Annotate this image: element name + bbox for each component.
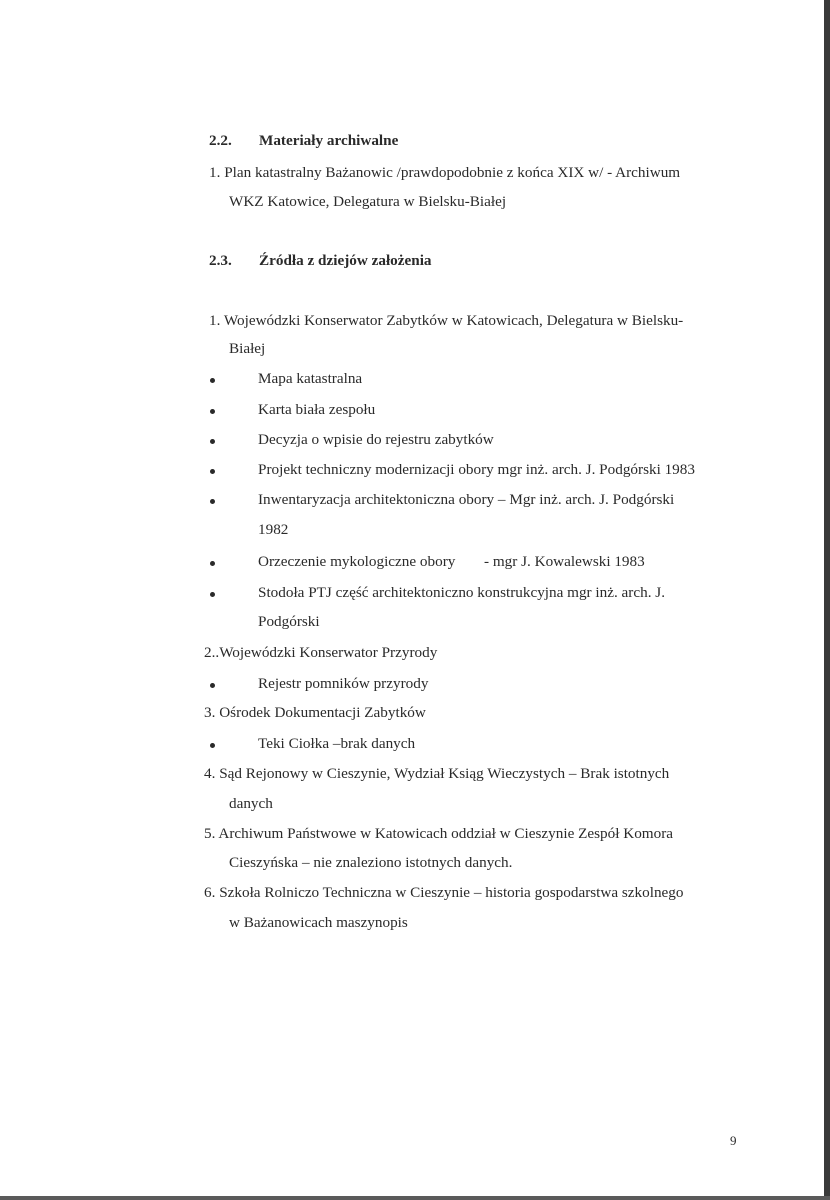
bullet-item: Teki Ciołka –brak danych <box>258 735 416 752</box>
list-item: 6. Szkoła Rolniczo Techniczna w Cieszynie – historia gospodarstwa szkolnego <box>204 884 684 901</box>
bullet-icon <box>210 378 215 383</box>
bullet-item: Orzeczenie mykologiczne obory <box>258 553 456 570</box>
section-number: 2.3. <box>209 252 232 269</box>
list-item: 2..Wojewódzki Konserwator Przyrody <box>204 644 438 661</box>
bullet-item: Stodoła PTJ część architektoniczno konstrukcyjna mgr inż. arch. J. <box>258 584 665 601</box>
bullet-item: Projekt techniczny modernizacji obory mgr inż. arch. J. Podgórski 1983 <box>258 461 695 478</box>
scan-edge-right <box>824 0 830 1200</box>
list-item: 4. Sąd Rejonowy w Cieszynie, Wydział Ksiąg Wieczystych – Brak istotnych <box>204 765 670 782</box>
bullet-item-cont: Podgórski <box>258 613 320 630</box>
bullet-icon <box>210 409 215 414</box>
item-text: 1. Plan katastralny Bażanowic /prawdopodobnie z końca XIX w/ - Archiwum <box>209 164 681 181</box>
bullet-item: Karta biała zespołu <box>258 401 376 418</box>
list-item: 3. Ośrodek Dokumentacji Zabytków <box>204 704 426 721</box>
list-item: 1. Wojewódzki Konserwator Zabytków w Katowicach, Delegatura w Bielsku- <box>209 312 684 329</box>
bullet-item: Inwentaryzacja architektoniczna obory – Mgr inż. arch. J. Podgórski <box>258 491 675 508</box>
bullet-icon <box>210 499 215 504</box>
section-title: Materiały archiwalne <box>259 132 399 149</box>
page-number: 9 <box>730 1133 737 1148</box>
section-number: 2.2. <box>209 132 232 149</box>
bullet-item: Mapa katastralna <box>258 370 363 387</box>
bullet-icon <box>210 683 215 688</box>
list-item: 5. Archiwum Państwowe w Katowicach oddział w Cieszynie Zespół Komora <box>204 825 674 842</box>
item-text-cont: danych <box>229 795 273 812</box>
bullet-icon <box>210 439 215 444</box>
item-text-cont: Białej <box>229 340 266 357</box>
bullet-icon <box>210 469 215 474</box>
list-item <box>209 164 742 182</box>
bullet-item: Rejestr pomników przyrody <box>258 675 429 692</box>
bullet-icon <box>210 561 215 566</box>
section-title: Źródła z dziejów założenia <box>259 252 432 269</box>
bullet-icon <box>210 743 215 748</box>
bullet-icon <box>210 592 215 597</box>
item-text-cont: WKZ Katowice, Delegatura w Bielsku-Białej <box>229 193 507 210</box>
bullet-item: Decyzja o wpisie do rejestru zabytków <box>258 431 494 448</box>
bullet-item-cont: 1982 <box>258 521 289 538</box>
scan-edge-bottom <box>0 1196 830 1200</box>
bullet-item-author: - mgr J. Kowalewski 1983 <box>484 553 645 570</box>
item-text-cont: Cieszyńska – nie znaleziono istotnych danych. <box>229 854 513 871</box>
item-text-cont: w Bażanowicach maszynopis <box>229 914 408 931</box>
